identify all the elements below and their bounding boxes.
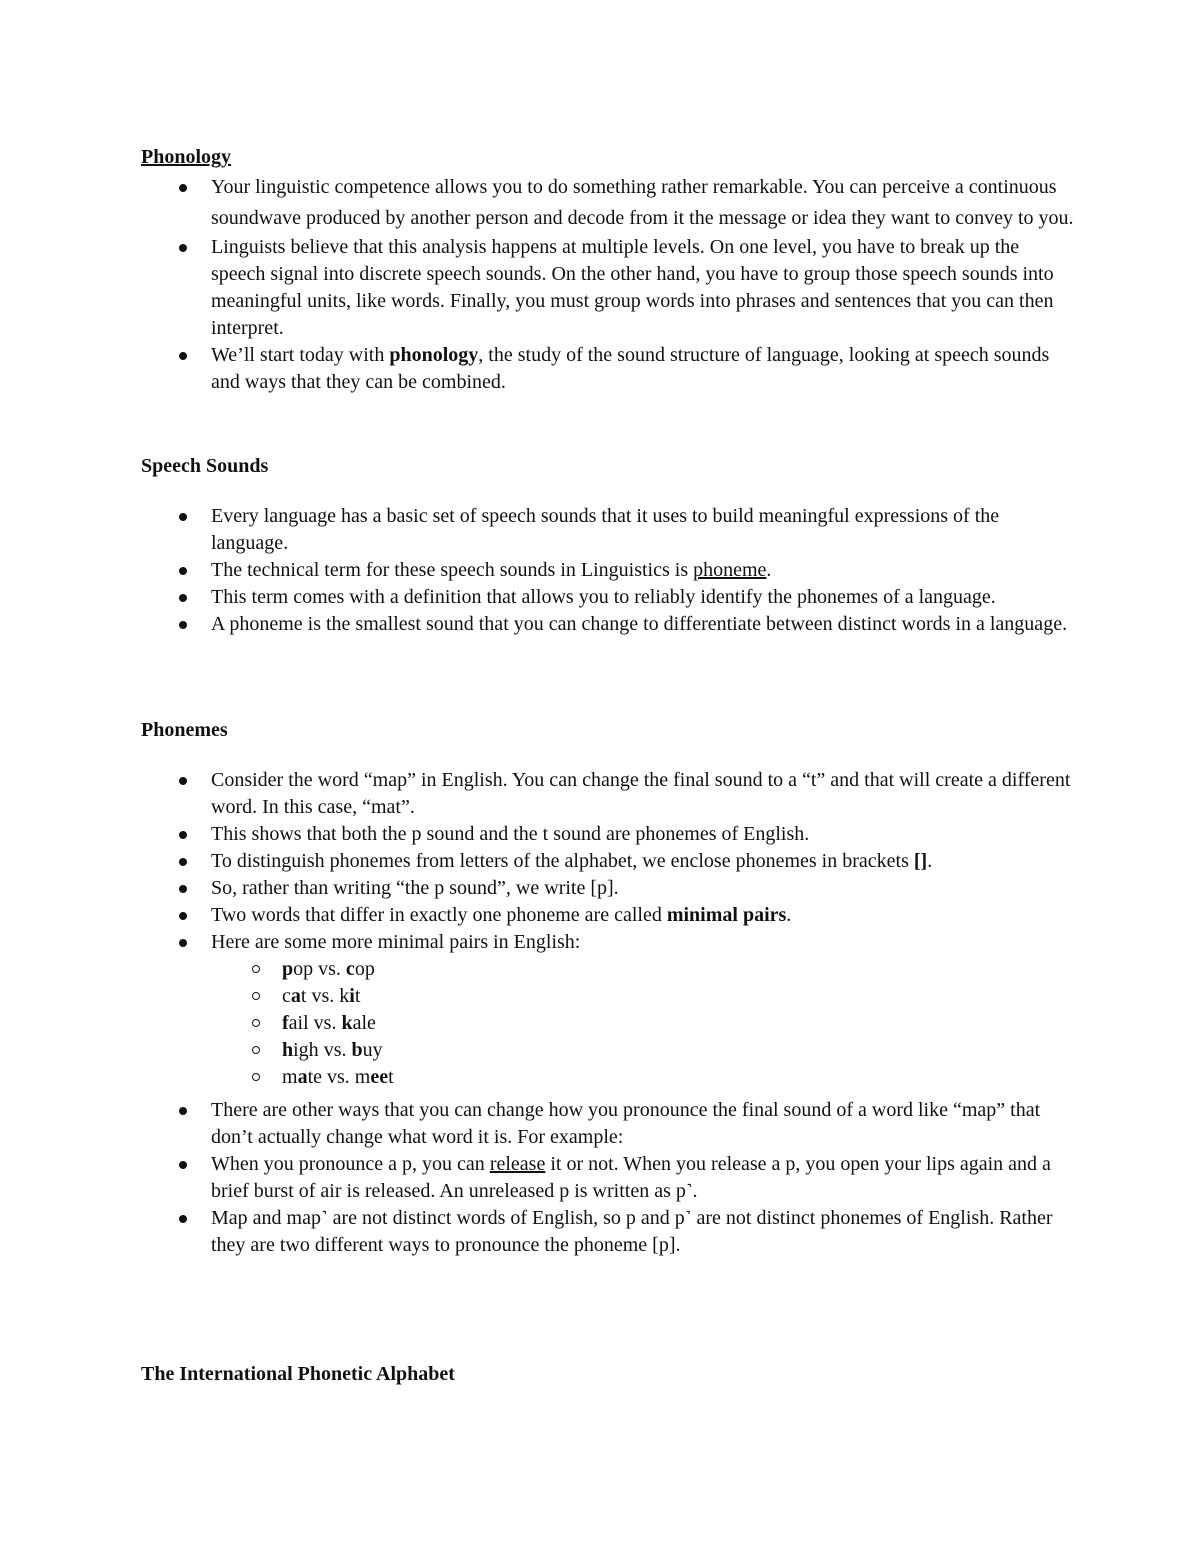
bullet-list: [141, 172, 1076, 234]
heading-speech-sounds: Speech Sounds: [141, 455, 269, 477]
hollow-bullet-icon: [252, 1019, 260, 1027]
bullet-icon: [179, 885, 187, 893]
list-item: When you pronounce a p, you can release it or not. When you release a p, you open your lips again and a brief burst of air is released. An unreleased p is written as p˺.: [141, 1151, 1076, 1205]
bullet-icon: [179, 594, 187, 602]
list-item: Every language has a basic set of speech sounds that it uses to build meaningful expressions of the language.: [141, 503, 1076, 557]
minimal-pair-item: pop vs. cop: [141, 956, 1076, 983]
section-speech-sounds: [141, 453, 1076, 638]
list-item: Consider the word “map” in English. You can change the final sound to a “t” and that will create a different word. In this case, “mat”.: [141, 767, 1076, 821]
list-item: The technical term for these speech sounds in Linguistics is phoneme.: [141, 557, 1076, 584]
bullet-icon: [179, 621, 187, 629]
bullet-icon: [179, 567, 187, 575]
section-ipa: [141, 1361, 1076, 1387]
bullet-icon: [179, 1107, 187, 1115]
minimal-pair-item: high vs. buy: [141, 1037, 1076, 1064]
list-item: Your linguistic competence allows you to do something rather remarkable. You can perceive a continuous soundwave produced by another person and decode from it the message or idea they want to convey to you.: [141, 172, 1076, 234]
list-item: This shows that both the p sound and the t sound are phonemes of English.: [141, 821, 1076, 848]
bullet-list: [141, 503, 1076, 638]
list-item: Map and map˺ are not distinct words of English, so p and p˺ are not distinct phonemes of English. Rather they are two different ways to pronounce the phoneme [p].: [141, 1205, 1076, 1259]
bullet-list: [141, 767, 1076, 956]
hollow-bullet-icon: [252, 992, 260, 1000]
list-item: Here are some more minimal pairs in English:: [141, 929, 1076, 956]
bullet-icon: [179, 1161, 187, 1169]
heading-phonemes: Phonemes: [141, 719, 228, 741]
hollow-bullet-icon: [252, 965, 260, 973]
list-item: There are other ways that you can change how you pronounce the final sound of a word like “map” that don’t actually change what word it is. For example:: [141, 1097, 1076, 1151]
bullet-icon: [179, 352, 187, 360]
bullet-list: [141, 1151, 1076, 1259]
list-item: A phoneme is the smallest sound that you can change to differentiate between distinct words in a language.: [141, 611, 1076, 638]
minimal-pair-item: mate vs. meet: [141, 1064, 1076, 1091]
bullet-icon: [179, 513, 187, 521]
hollow-bullet-icon: [252, 1046, 260, 1054]
section-phonemes: [141, 717, 1076, 1259]
list-item: Two words that differ in exactly one phoneme are called minimal pairs.: [141, 902, 1076, 929]
heading-ipa: The International Phonetic Alphabet: [141, 1363, 455, 1385]
bullet-icon: [179, 184, 187, 192]
list-item: Linguists believe that this analysis happens at multiple levels. On one level, you have to break up the speech signal into discrete speech sounds. On the other hand, you have to group those speech sounds into meaningful units, like words. Finally, you must group words into phrases and sentences that you can then interpret.: [141, 234, 1076, 342]
bullet-icon: [179, 244, 187, 252]
bullet-list: [141, 1097, 1076, 1151]
list-item: This term comes with a definition that allows you to reliably identify the phonemes of a language.: [141, 584, 1076, 611]
hollow-bullet-icon: [252, 1073, 260, 1081]
bullet-icon: [179, 912, 187, 920]
bullet-icon: [179, 831, 187, 839]
heading-phonology: Phonology: [141, 146, 232, 168]
list-item: We’ll start today with phonology, the study of the sound structure of language, looking at speech sounds and ways that they can be combined.: [141, 342, 1076, 396]
minimal-pair-item: fail vs. kale: [141, 1010, 1076, 1037]
bullet-list: [141, 234, 1076, 396]
section-phonology: [141, 144, 1076, 396]
list-item: To distinguish phonemes from letters of the alphabet, we enclose phonemes in brackets [].: [141, 848, 1076, 875]
minimal-pairs-list: [141, 956, 1076, 1091]
list-item: So, rather than writing “the p sound”, we write [p].: [141, 875, 1076, 902]
bullet-icon: [179, 939, 187, 947]
bullet-icon: [179, 777, 187, 785]
bullet-icon: [179, 1215, 187, 1223]
bullet-icon: [179, 858, 187, 866]
minimal-pair-item: cat vs. kit: [141, 983, 1076, 1010]
